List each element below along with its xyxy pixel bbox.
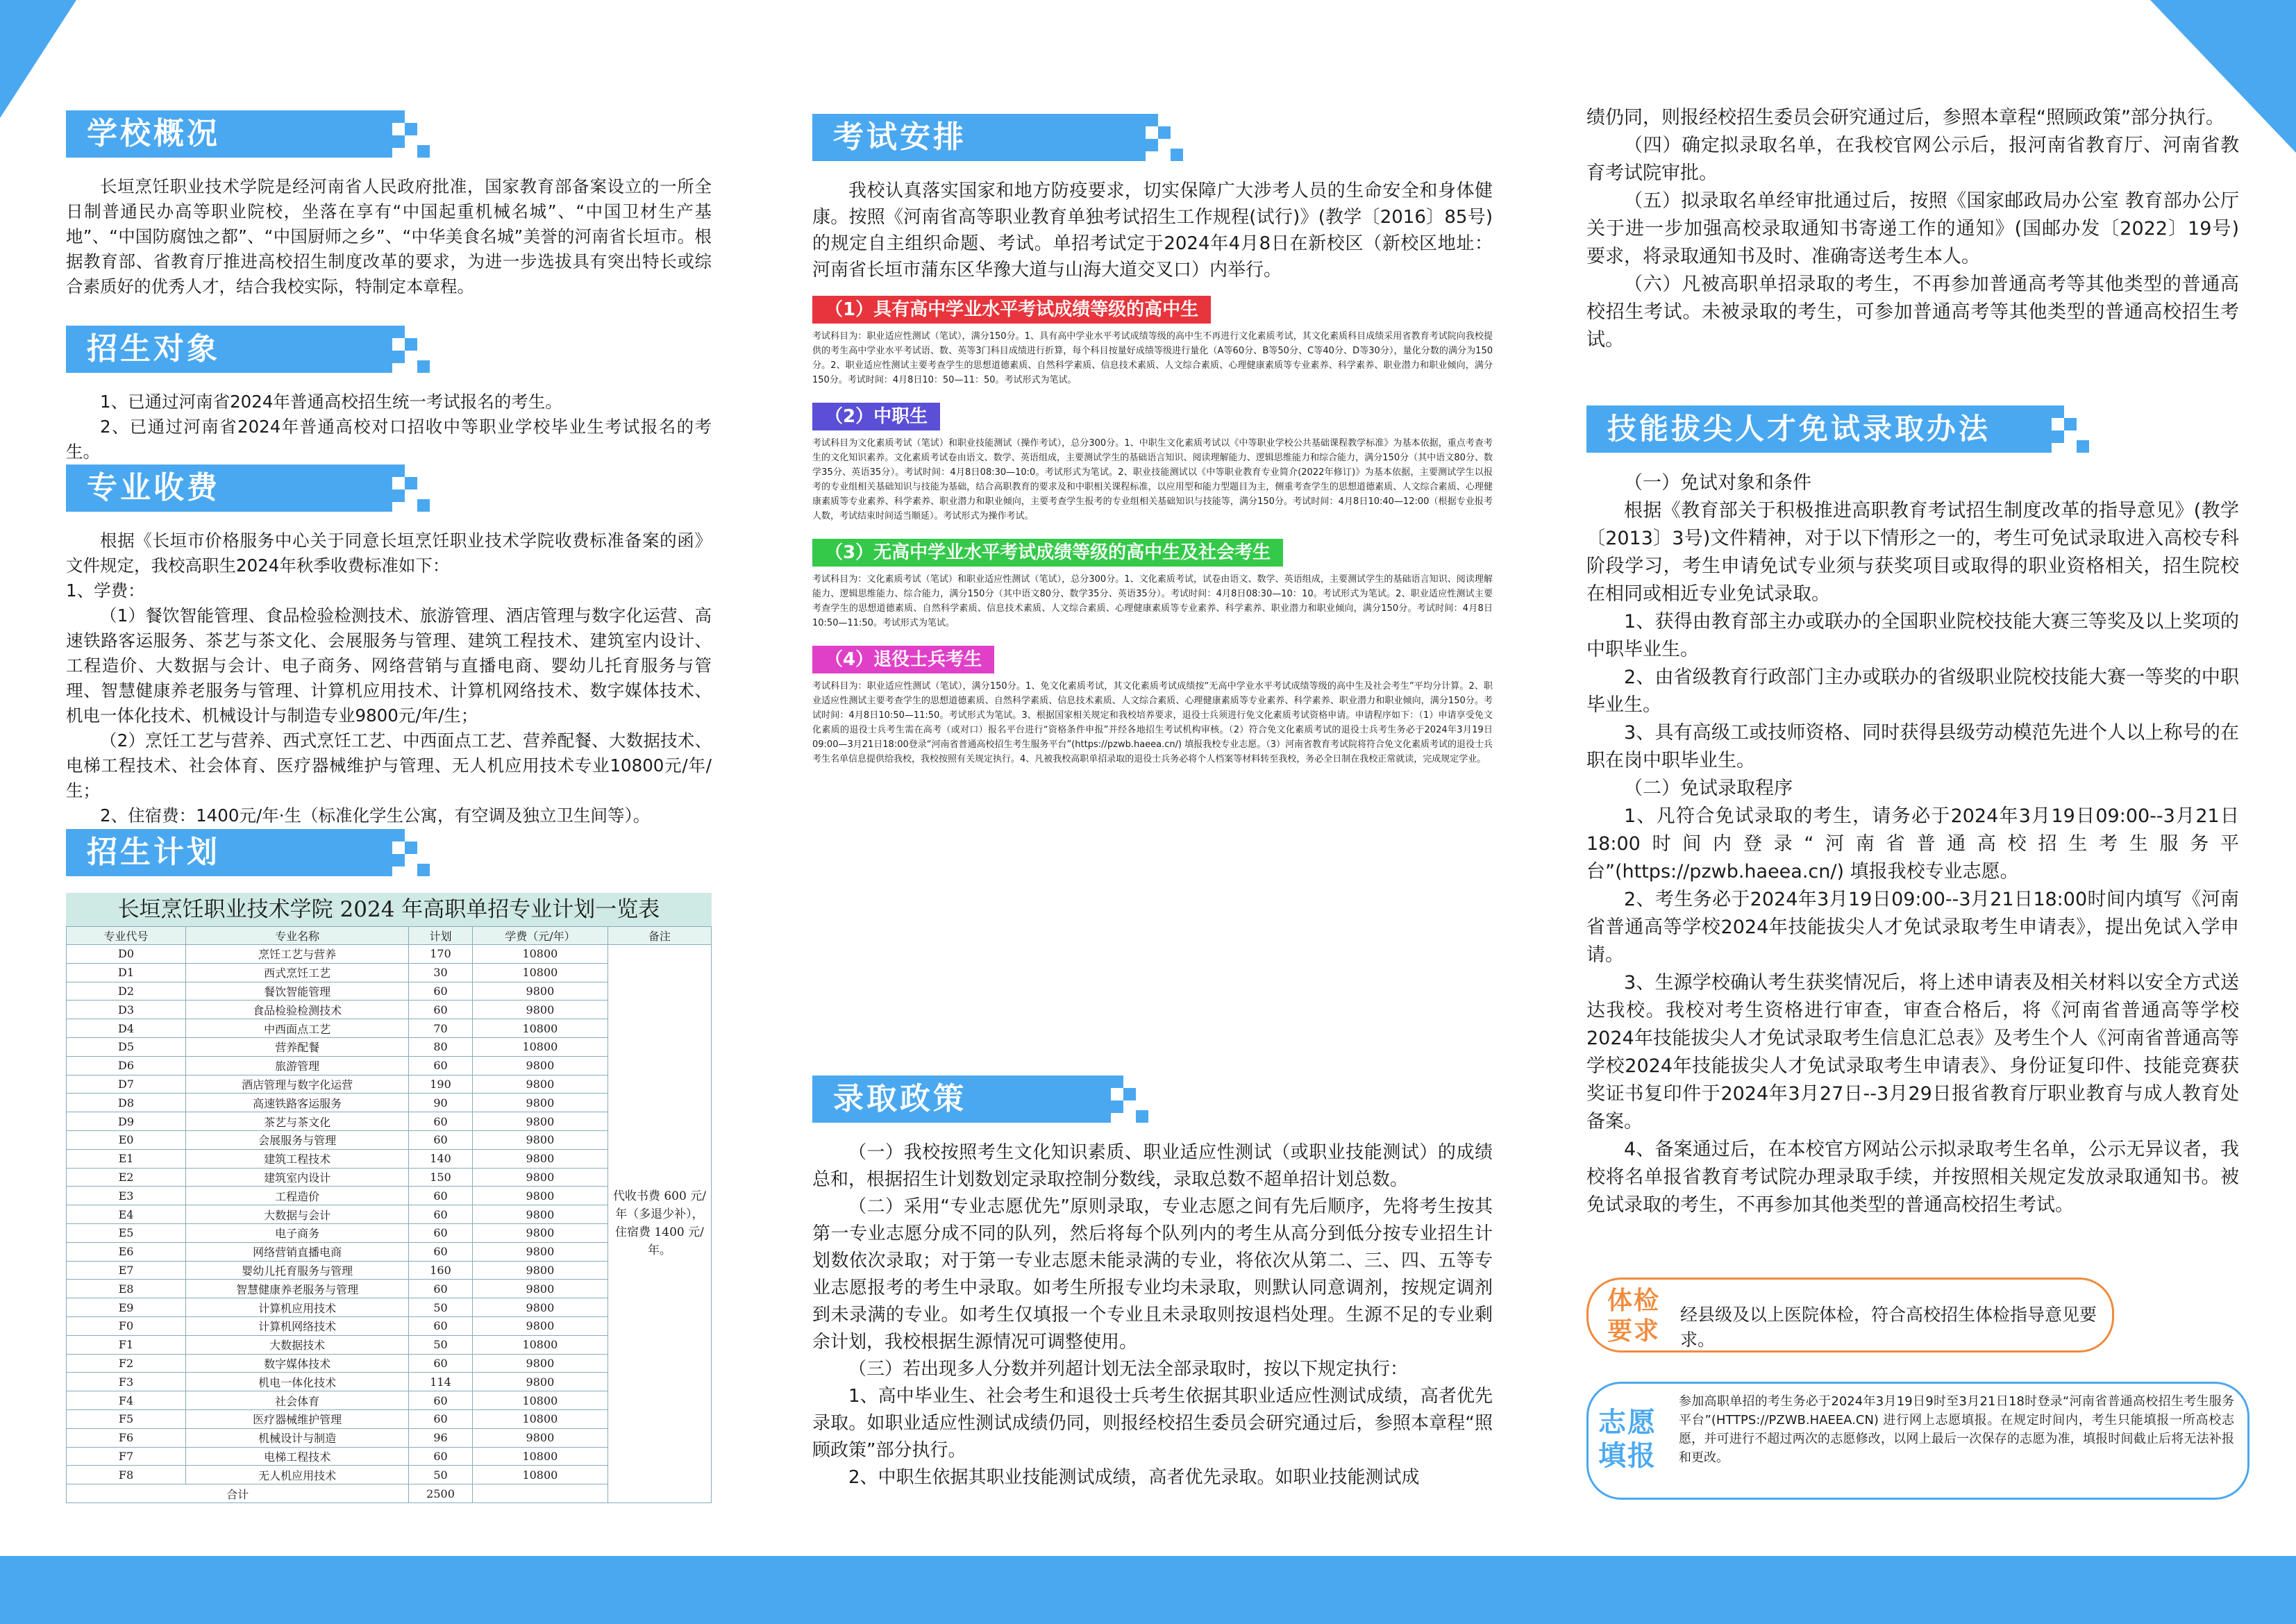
admission-p3: （三）若出现多人分数并列超计划无法全部录取时，按以下规定执行： <box>848 1359 1409 1380</box>
total-label: 合计 <box>67 1484 409 1503</box>
decor-square <box>392 854 405 867</box>
footer-band <box>0 1556 2296 1624</box>
cell-fee: 9800 <box>472 1298 607 1317</box>
decor-square <box>1146 114 1158 126</box>
decor-square <box>2077 440 2089 453</box>
cell-fee: 10800 <box>472 1409 607 1428</box>
decor-square <box>2052 405 2064 418</box>
exam-group-text: 考试科目为：文化素质考试（笔试）和职业适应性测试（笔试），总分300分。1、文化素质考试，试卷由语文、数学、英语组成，主要测试学生的基础语言知识、阅读理解能力、逻辑思维能力、综合能力，满分150分（其中语文80分、数学35分、英语35分）。考试时间：4月8日08:30—10：10。考试形式为笔试。2、职业适应性测试主要考查学生的思想道德素质、自然科学素质、信息技术素质、人文综合素质、心理健康素质等专业素养、科学素养、职业潜力和职业倾向，满分150分。考试时间：4月8日10:50—11:50。考试形式为笔试。 <box>812 574 1493 628</box>
cell-major: 计算机网络技术 <box>186 1316 409 1335</box>
cell-quota: 70 <box>409 1019 473 1038</box>
fees-tuition-label: 1、学费： <box>66 580 145 601</box>
cell-quota: 30 <box>409 963 473 982</box>
decor-square <box>1111 1075 1123 1088</box>
cell-fee: 9800 <box>472 1373 607 1391</box>
cell-major: 餐饮智能管理 <box>186 982 409 1001</box>
cell-major: 酒店管理与数字化运营 <box>186 1075 409 1094</box>
decor-square <box>392 829 405 842</box>
skill-p7: 3、生源学校确认考生获奖情况后，将上述申请表及相关材料以安全方式送达我校。我校对考生资格进行审查，审查合格后，将《河南省普通高等学校2024年技能拔尖人才免试录取考生信息汇总表》及考生个人《河南省普通高等学校2024年技能拔尖人才免试录取考生申请表》、身份证复印件、技能竞赛获奖证书复印件于2024年3月27日--3月29日报省教育厅职业教育与成人教育处备案。 <box>1586 972 2239 1132</box>
cell-quota: 60 <box>409 1205 473 1224</box>
cell-quota: 90 <box>409 1094 473 1112</box>
skill-h1: （一）免试对象和条件 <box>1624 472 1811 494</box>
section-header <box>66 826 712 879</box>
cell-fee: 10800 <box>472 1447 607 1466</box>
decor-square <box>1111 1100 1123 1113</box>
admission-p9: （六）凡被高职单招录取的考生，不再参加普通高考等其他类型的普通高校招生考试。未被录取的考生，可参加普通高考等其他类型的普通高校招生考试。 <box>1586 274 2239 351</box>
cell-quota: 150 <box>409 1168 473 1187</box>
decor-square <box>2064 418 2077 430</box>
cell-quota: 190 <box>409 1075 473 1094</box>
plan-header-row <box>67 927 712 945</box>
cell-fee: 10800 <box>472 1466 607 1484</box>
cell-quota: 60 <box>409 1280 473 1298</box>
skill-p5: 1、凡符合免试录取的考生，请务必于2024年3月19日09:00--3月21日18:00时间内登录“河南省普通高校招生考生服务平台”(https://pzwb.haeea.cn/) 填报我校专业志愿。 <box>1586 805 2239 882</box>
cell-quota: 60 <box>409 1409 473 1428</box>
cell-note: 代收书费 600 元/年（多退少补），住宿费 1400 元/年。 <box>607 945 711 1503</box>
cell-fee: 9800 <box>472 1130 607 1149</box>
target-item: 1、已通过河南省2024年普通高校招生统一考试报名的考生。 <box>100 392 562 412</box>
exam-group-text: 考试科目为：职业适应性测试（笔试），满分150分。1、免文化素质考试，其文化素质考试成绩按“无高中学业水平考试成绩等级的高中生及社会考生”平均分计算。2、职业适应性测试主要考查学生的思想道德素质、自然科学素质、信息技术素质、人文综合素质、心理健康素质等专业素养、科学素养、职业潜力和职业倾向，满分150分。考试时间：4月8日10:50—11:50。考试形式为笔试。3、根据国家相关规定和我校培养要求，退役士兵须进行免文化素质考试资格申请。申请程序如下：（1）申请享受免文化素质的退役士兵考生需在高考（或对口）报名平台进行“资格条件申报”并经各地招生考试机构审核。（2）符合免文化素质考试的退役士兵考生务必于2024年3月19日09:00—3月21日18:00登录“河南省普通高校招生考生服务平台”(https://pzwb.haeea.cn/) 填报我校专业志愿。（3）河南省教育考试院将符合免文化素质考试的退役士兵考生名单信息提供给我校，我校按照有关规定执行。4、凡被我校高职单招录取的退役士兵务必将个人档案等材料转至我校，务必全日制在我校正常就读，完成规定学业。 <box>812 681 1493 764</box>
cell-quota: 160 <box>409 1261 473 1280</box>
cell-code: E8 <box>67 1280 186 1298</box>
cell-quota: 140 <box>409 1149 473 1168</box>
exam-intro: 我校认真落实国家和地方防疫要求，切实保障广大涉考人员的生命安全和身体健康。按照《河南省高等职业教育单独考试招生工作规程(试行)》(教学〔2016〕85号)的规定自主组织命题、考试。单招考试定于2024年4月8日在新校区（新校区地址：河南省长垣市蒲东区华豫大道与山海大道交叉口）内举行。 <box>812 181 1493 281</box>
cell-major: 计算机应用技术 <box>186 1298 409 1317</box>
cell-fee: 9800 <box>472 1354 607 1373</box>
section-title: 技能拔尖人才免试录取办法 <box>1586 405 2052 453</box>
skill-p6: 2、考生务必于2024年3月19日09:00--3月21日18:00时间内填写《河南省普通高等学校2024年技能拔尖人才免试录取考生申请表》，提出免试入学申请。 <box>1586 889 2239 966</box>
decor-square <box>417 864 430 876</box>
section-header <box>812 111 1493 164</box>
cell-quota: 60 <box>409 1316 473 1335</box>
skill-p4: 3、具有高级工或技师资格、同时获得县级劳动模范先进个人以上称号的在职在岗中职毕业生。 <box>1586 722 2239 771</box>
plan-table-title: 长垣烹饪职业技术学院 2024 年高职单招专业计划一览表 <box>66 893 712 926</box>
cell-code: E3 <box>67 1187 186 1205</box>
cell-major: 社会体育 <box>186 1391 409 1410</box>
cell-quota: 96 <box>409 1428 473 1447</box>
cell-fee: 9800 <box>472 1261 607 1280</box>
cell-quota: 114 <box>409 1373 473 1391</box>
volunteer-text: 参加高职单招的考生务必于2024年3月19日9时至3月21日18时登录“河南省普通高校招生考生服务平台”(HTTPS://PZWB.HAEEA.CN) 进行网上志愿填报。在规定时间内，考生只能填报一所高校志愿，并可进行不超过两次的志愿修改，以网上最后一次保存的志愿为准，填报时间截止后将无法补报和更改。 <box>1679 1394 2234 1465</box>
section-title: 招生计划 <box>66 829 392 876</box>
cell-fee: 9800 <box>472 1149 607 1168</box>
section-header <box>66 462 712 514</box>
section-target <box>66 323 712 464</box>
cell-major: 数字媒体技术 <box>186 1354 409 1373</box>
cell-quota: 60 <box>409 1391 473 1410</box>
cell-code: D6 <box>67 1056 186 1075</box>
cell-fee: 9800 <box>472 1075 607 1094</box>
section-title: 录取政策 <box>812 1075 1111 1123</box>
exam-group-text: 考试科目为：职业适应性测试（笔试），满分150分。1、具有高中学业水平考试成绩等级的高中生不再进行文化素质考试，其文化素质科目成绩采用省教育考试院向我校提供的考生高中学业水平考试语、数、英等3门科目成绩进行折算，每个科目按量好成绩等级进行量化（A等60分、B等50分、C等40分、D等30分），量化分数的满分为150分。2、职业适应性测试主要考查学生的思想道德素质、自然科学素质、信息技术素质、人文综合素质、心理健康素质等专业素养、科学素养、职业潜力和职业倾向，满分150分。考试时间：4月8日10：50—11：50。考试形式为笔试。 <box>812 331 1493 385</box>
col-header-quota: 计划 <box>409 927 473 945</box>
cell-major: 中西面点工艺 <box>186 1019 409 1038</box>
cell-code: D8 <box>67 1094 186 1112</box>
cell-major: 大数据与会计 <box>186 1205 409 1224</box>
cell-code: D4 <box>67 1019 186 1038</box>
cell-fee: 10800 <box>472 1335 607 1354</box>
cell-major: 机械设计与制造 <box>186 1428 409 1447</box>
decor-square <box>417 499 430 512</box>
cell-major: 电子商务 <box>186 1223 409 1242</box>
cell-code: D2 <box>67 982 186 1001</box>
cell-major: 烹饪工艺与营养 <box>186 945 409 964</box>
skill-p1: 根据《教育部关于积极推进高职教育考试招生制度改革的指导意见》(教学〔2013〕3号)文件精神，对于以下情形之一的，考生可免试录取进入高校专科阶段学习，考生申请免试专业须与获奖项目或取得的职业资格相关，招生院校在相同或相近专业免试录取。 <box>1586 500 2239 605</box>
section-header <box>1586 403 2239 455</box>
section-header <box>812 1073 1493 1125</box>
decor-square <box>392 464 405 477</box>
admission-p2: （二）采用“专业志愿优先”原则录取，专业志愿之间有先后顺序，先将考生按其第一专业志愿分成不同的队列，然后将每个队列内的考生从高分到低分按专业招生计划数依次录取；对于第一专业志愿未能录满的专业，将依次从第二、三、四、五等专业志愿报考的考生中录取。如考生所报专业均未录取，则默认同意调剂，按规定调剂到未录满的专业。如考生仅填报一个专业且未录取则按退档处理。生源不足的专业剩余计划，我校根据生源情况可调整使用。 <box>812 1196 1493 1353</box>
cell-code: E4 <box>67 1205 186 1224</box>
cell-quota: 80 <box>409 1037 473 1056</box>
cell-quota: 60 <box>409 1130 473 1149</box>
cell-major: 茶艺与茶文化 <box>186 1112 409 1131</box>
cell-fee: 9800 <box>472 1112 607 1131</box>
column-left <box>66 0 712 1541</box>
cell-code: D9 <box>67 1112 186 1131</box>
cell-quota: 60 <box>409 982 473 1001</box>
cell-fee: 10800 <box>472 963 607 982</box>
cell-quota: 60 <box>409 1354 473 1373</box>
admission-continued <box>1586 104 2239 354</box>
cell-code: E1 <box>67 1149 186 1168</box>
cell-code: D3 <box>67 1001 186 1019</box>
decor-square <box>1123 1088 1136 1100</box>
section-header <box>66 108 712 160</box>
cell-major: 智慧健康养老服务与管理 <box>186 1280 409 1298</box>
section-admission <box>812 1073 1493 1491</box>
decor-square <box>392 135 405 148</box>
cell-fee: 10800 <box>472 1019 607 1038</box>
total-empty <box>472 1484 607 1503</box>
cell-code: F3 <box>67 1373 186 1391</box>
exam-group-text: 考试科目为文化素质考试（笔试）和职业技能测试（操作考试），总分300分。1、中职生文化素质考试以《中等职业学校公共基础课程教学标准》为基本依据，重点考查考生的文化知识素养。文化素质考试卷由语文、数学、英语组成，主要测试学生的基础语言知识、阅读理解能力、逻辑思维能力和综合能力，满分150分（其中语文80分、数学35分、英语35分）。考试时间：4月8日08:30—10:0。考试形式为笔试。2、职业技能测试以《中等职业教育专业简介(2022年修订)》为基本依据，主要测试学生以报考的专业组相关基础知识与技能为基础，结合高职教育的要求及和中职相关课程标准，以应用型和能力型题目为主，侧重考查学生的思想道德素质、人文综合素质、心理健康素质等专业素养、科学素养、职业潜力和职业倾向，主要考查学生报考的专业组相关基础知识与技能等，满分150分。考试时间：4月8日10:40—12:00（根据专业报考人数，考试结束时间适当顺延）。考试形式为操作考试。 <box>812 438 1493 521</box>
cell-code: F7 <box>67 1447 186 1466</box>
cell-major: 电梯工程技术 <box>186 1447 409 1466</box>
decor-square <box>417 360 430 373</box>
target-item: 2、已通过河南省2024年普通高校对口招收中等职业学校毕业生考试报名的考生。 <box>66 417 712 462</box>
cell-fee: 9800 <box>472 982 607 1001</box>
section-skill <box>1586 403 2239 1219</box>
exam-group-tag: （4）退役士兵考生 <box>812 646 994 673</box>
cell-quota: 60 <box>409 1001 473 1019</box>
cell-quota: 60 <box>409 1447 473 1466</box>
cell-code: F4 <box>67 1391 186 1410</box>
cell-quota: 60 <box>409 1056 473 1075</box>
decor-square <box>405 123 417 135</box>
physical-label-2: 要求 <box>1607 1317 1661 1346</box>
fees-dorm: 2、住宿费：1400元/年·生（标准化学生公寓，有空调及独立卫生间等）。 <box>100 805 651 826</box>
cell-fee: 9800 <box>472 1094 607 1112</box>
cell-major: 机电一体化技术 <box>186 1373 409 1391</box>
cell-major: 建筑室内设计 <box>186 1168 409 1187</box>
cell-code: E6 <box>67 1242 186 1261</box>
cell-major: 食品检验检测技术 <box>186 1001 409 1019</box>
decor-square <box>417 145 430 158</box>
cell-fee: 9800 <box>472 1001 607 1019</box>
cell-code: E5 <box>67 1223 186 1242</box>
cell-code: F1 <box>67 1335 186 1354</box>
cell-quota: 60 <box>409 1242 473 1261</box>
decor-square <box>392 326 405 338</box>
cell-fee: 9800 <box>472 1316 607 1335</box>
cell-code: D1 <box>67 963 186 982</box>
cell-major: 会展服务与管理 <box>186 1130 409 1149</box>
cell-fee: 9800 <box>472 1242 607 1261</box>
col-header-major: 专业名称 <box>186 927 409 945</box>
exam-group-3 <box>812 536 1493 630</box>
overview-body: 长垣烹饪职业技术学院是经河南省人民政府批准，国家教育部备案设立的一所全日制普通民办高等职业院校，坐落在享有“中国起重机械名城”、“中国卫材生产基地”、“中国防腐蚀之都”、“中国厨师之乡”、“中华美食名城”美誉的河南省长垣市。根据教育部、省教育厅推进高校招生制度改革的要求，为进一步选拔具有突出特长或综合素质好的优秀人才，结合我校实际，特制定本章程。 <box>66 176 712 296</box>
admission-p4: 1、高中毕业生、社会考生和退役士兵考生依据其职业适应性测试成绩，高者优先录取。如职业适应性测试成绩仍同，则报经校招生委员会研究通过后，参照本章程“照顾政策”部分执行。 <box>812 1386 1493 1461</box>
cell-major: 工程造价 <box>186 1187 409 1205</box>
corner-decoration-left <box>0 0 76 118</box>
cell-code: F6 <box>67 1428 186 1447</box>
cell-code: E0 <box>67 1130 186 1149</box>
cell-code: D7 <box>67 1075 186 1094</box>
section-header <box>66 323 712 376</box>
volunteer-label-1: 志愿 <box>1598 1407 1657 1439</box>
exam-group-4 <box>812 643 1493 767</box>
decor-square <box>2052 430 2064 443</box>
cell-code: E2 <box>67 1168 186 1187</box>
fees-tuition-1: （1）餐饮智能管理、食品检验检测技术、旅游管理、酒店管理与数字化运营、高速铁路客运服务、茶艺与茶文化、会展服务与管理、建筑工程技术、建筑室内设计、工程造价、大数据与会计、电子商务、网络营销与直播电商、婴幼儿托育服务与管理、智慧健康养老服务与管理、计算机应用技术、计算机网络技术、数字媒体技术、机电一体化技术、机械设计与制造专业9800元/年/生； <box>66 605 712 726</box>
cell-major: 医疗器械维护管理 <box>186 1409 409 1428</box>
cell-code: F5 <box>67 1409 186 1428</box>
cell-code: F0 <box>67 1316 186 1335</box>
skill-p8: 4、备案通过后，在本校官方网站公示拟录取考生名单，公示无异议者，我校将名单报省教育考试院办理录取手续，并按照相关规定发放录取通知书。被免试录取的考生，不再参加其他类型的普通高校招生考试。 <box>1586 1139 2239 1216</box>
cell-fee: 10800 <box>472 945 607 964</box>
table-row <box>67 945 712 964</box>
cell-major: 大数据技术 <box>186 1335 409 1354</box>
admission-p6: 绩仍同，则报经校招生委员会研究通过后，参照本章程“照顾政策”部分执行。 <box>1586 107 2224 128</box>
cell-major: 营养配餐 <box>186 1037 409 1056</box>
cell-fee: 10800 <box>472 1391 607 1410</box>
section-title: 考试安排 <box>812 114 1146 161</box>
fees-tuition-2: （2）烹饪工艺与营养、西式烹饪工艺、中西面点工艺、营养配餐、大数据技术、电梯工程技术、社会体育、医疗器械维护与管理、无人机应用技术专业10800元/年/生； <box>66 730 712 801</box>
cell-major: 建筑工程技术 <box>186 1149 409 1168</box>
skill-h2: （二）免试录取程序 <box>1624 778 1793 799</box>
section-exam <box>812 111 1493 767</box>
decor-square <box>1171 149 1183 161</box>
decor-square <box>392 489 405 502</box>
exam-group-tag: （1）具有高中学业水平考试成绩等级的高中生 <box>812 296 1211 324</box>
cell-code: E7 <box>67 1261 186 1280</box>
section-overview <box>66 108 712 299</box>
cell-fee: 10800 <box>472 1037 607 1056</box>
cell-quota: 60 <box>409 1223 473 1242</box>
exam-group-1 <box>812 293 1493 387</box>
admission-p8: （五）拟录取名单经审批通过后，按照《国家邮政局办公室 教育部办公厅 关于进一步加强高校录取通知书寄递工作的通知》(国邮办发〔2022〕19号) 要求，将录取通知书及时、准确寄送考生本人。 <box>1586 190 2239 267</box>
decor-square <box>405 338 417 351</box>
decor-square <box>1136 1110 1148 1123</box>
cell-quota: 50 <box>409 1466 473 1484</box>
cell-quota: 60 <box>409 1187 473 1205</box>
col-header-fee: 学费（元/年） <box>472 927 607 945</box>
physical-text: 经县级及以上医院体检，符合高校招生体检指导意见要求。 <box>1680 1305 2097 1350</box>
cell-fee: 9800 <box>472 1056 607 1075</box>
cell-quota: 50 <box>409 1335 473 1354</box>
total-value: 2500 <box>409 1484 473 1503</box>
cell-code: F2 <box>67 1354 186 1373</box>
decor-square <box>1158 126 1171 139</box>
cell-fee: 9800 <box>472 1205 607 1224</box>
cell-quota: 50 <box>409 1298 473 1317</box>
cell-major: 高速铁路客运服务 <box>186 1094 409 1112</box>
cell-quota: 170 <box>409 945 473 964</box>
cell-major: 西式烹饪工艺 <box>186 963 409 982</box>
skill-p2: 1、获得由教育部主办或联办的全国职业院校技能大赛三等奖及以上奖项的中职毕业生。 <box>1586 611 2239 660</box>
skill-p3: 2、由省级教育行政部门主办或联办的省级职业院校技能大赛一等奖的中职毕业生。 <box>1586 667 2239 716</box>
col-header-note: 备注 <box>607 927 711 945</box>
decor-square <box>392 351 405 363</box>
physical-label-1: 体检 <box>1607 1287 1661 1315</box>
section-fees <box>66 462 712 828</box>
fees-intro: 根据《长垣市价格服务中心关于同意长垣烹饪职业技术学院收费标准备案的函》文件规定，我校高职生2024年秋季收费标准如下： <box>66 530 712 576</box>
section-plan <box>66 826 712 1503</box>
cell-fee: 9800 <box>472 1168 607 1187</box>
admission-p1: （一）我校按照考生文化知识素质、职业适应性测试（或职业技能测试）的成绩总和，根据招生计划数划定录取控制分数线，录取总数不超单招计划总数。 <box>812 1142 1493 1190</box>
section-title: 学校概况 <box>66 110 392 158</box>
decor-square <box>392 110 405 123</box>
admission-p5: 2、中职生依据其职业技能测试成绩，高者优先录取。如职业技能测试成 <box>848 1467 1420 1488</box>
cell-fee: 9800 <box>472 1187 607 1205</box>
decor-square <box>405 477 417 489</box>
decor-square <box>1146 139 1158 151</box>
cell-major: 婴幼儿托育服务与管理 <box>186 1261 409 1280</box>
cell-code: E9 <box>67 1298 186 1317</box>
plan-table <box>66 926 712 1503</box>
cell-fee: 9800 <box>472 1280 607 1298</box>
cell-fee: 9800 <box>472 1428 607 1447</box>
volunteer-label-2: 填报 <box>1598 1440 1657 1472</box>
cell-major: 旅游管理 <box>186 1056 409 1075</box>
section-title: 专业收费 <box>66 464 392 512</box>
exam-group-2 <box>812 400 1493 524</box>
cell-fee: 9800 <box>472 1223 607 1242</box>
cell-quota: 60 <box>409 1112 473 1131</box>
admission-p7: （四）确定拟录取名单，在我校官网公示后，报河南省教育厅、河南省教育考试院审批。 <box>1586 135 2239 184</box>
cell-code: D5 <box>67 1037 186 1056</box>
exam-group-tag: （2）中职生 <box>812 403 940 430</box>
cell-major: 无人机应用技术 <box>186 1466 409 1484</box>
exam-group-tag: （3）无高中学业水平考试成绩等级的高中生及社会考生 <box>812 539 1283 567</box>
column-middle <box>812 0 1493 1541</box>
section-title: 招生对象 <box>66 326 392 373</box>
cell-major: 网络营销直播电商 <box>186 1242 409 1261</box>
col-header-code: 专业代号 <box>67 927 186 945</box>
decor-square <box>405 842 417 854</box>
cell-code: D0 <box>67 945 186 964</box>
cell-code: F8 <box>67 1466 186 1484</box>
